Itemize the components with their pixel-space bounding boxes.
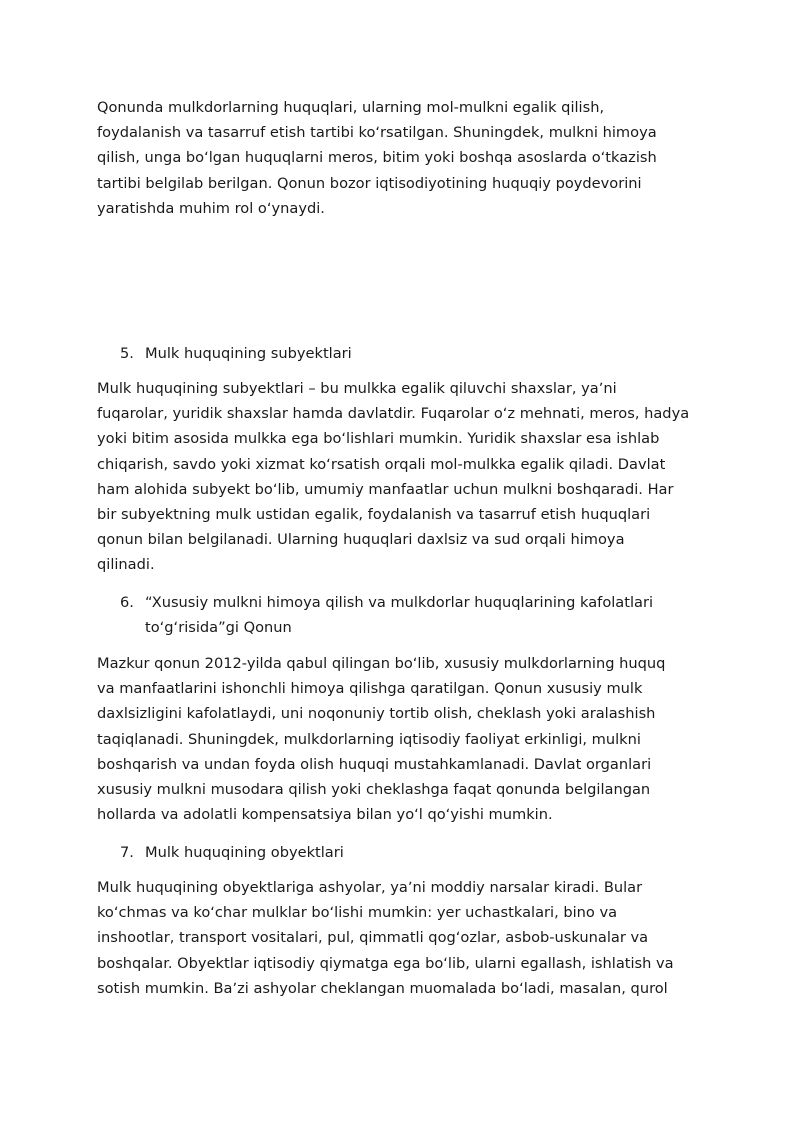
section-number: 5.	[120, 345, 134, 362]
section-title	[145, 590, 653, 640]
paragraph-line: qilinadi.	[97, 556, 155, 574]
section-title	[145, 840, 344, 865]
paragraph-line: bir subyektning mulk ustidan egalik, foydalanish va tasarruf etish huquqlari	[97, 506, 651, 524]
paragraph-line: Mulk huquqining subyektlari – bu mulkka egalik qiluvchi shaxslar, yaʼni	[97, 380, 617, 397]
paragraph-line: qilish, unga boʻlgan huquqlarni meros, bitim yoki boshqa asoslarda oʻtkazish	[97, 149, 657, 167]
section-5-paragraph	[97, 376, 717, 578]
paragraph-line: hollarda va adolatli kompensatsiya bilan yoʻl qoʻyishi mumkin.	[97, 806, 553, 824]
paragraph-line: tartibi belgilab berilgan. Qonun bozor iqtisodiyotining huquqiy poydevorini	[97, 174, 642, 192]
paragraph-line: Mulk huquqining obyektlariga ashyolar, yaʼni moddiy narsalar kiradi. Bular	[97, 879, 643, 896]
paragraph-line: boshqarish va undan foyda olish huquqi mustahkamlanadi. Davlat organlari	[97, 755, 652, 773]
section-title-line: Mulk huquqining obyektlari	[145, 844, 344, 861]
paragraph-line: chiqarish, savdo yoki xizmat koʻrsatish orqali mol-mulkka egalik qiladi. Davlat	[97, 455, 666, 473]
intro-paragraph	[97, 95, 717, 221]
section-6-paragraph	[97, 651, 717, 827]
paragraph-line: Qonunda mulkdorlarning huquqlari, ularning mol-mulkni egalik qilish,	[97, 99, 605, 116]
paragraph-line: koʻchmas va koʻchar mulklar boʻlishi mumkin: yer uchastkalari, bino va	[97, 904, 618, 922]
section-title-line: Mulk huquqining subyektlari	[145, 345, 352, 362]
paragraph-line: yoki bitim asosida mulkka ega boʻlishlari mumkin. Yuridik shaxslar esa ishlab	[97, 430, 660, 448]
section-6-heading	[120, 590, 720, 642]
section-5-heading	[120, 341, 720, 367]
section-title-line: toʻgʻrisida”gi Qonun	[145, 619, 292, 637]
section-7-paragraph	[97, 875, 717, 1001]
section-number: 6.	[120, 594, 134, 611]
paragraph-line: daxlsizligini kafolatlaydi, uni noqonuniy tortib olish, cheklash yoki aralashish	[97, 705, 656, 723]
paragraph-line: qonun bilan belgilanadi. Ularning huquqlari daxlsiz va sud orqali himoya	[97, 531, 625, 549]
paragraph-line: xususiy mulkni musodara qilish yoki cheklashga faqat qonunda belgilangan	[97, 781, 651, 799]
paragraph-line: taqiqlanadi. Shuningdek, mulkdorlarning iqtisodiy faoliyat erkinligi, mulkni	[97, 730, 641, 748]
paragraph-line: yaratishda muhim rol oʻynaydi.	[97, 199, 325, 217]
paragraph-line: foydalanish va tasarruf etish tartibi koʻrsatilgan. Shuningdek, mulkni himoya	[97, 124, 657, 142]
section-number: 7.	[120, 844, 134, 861]
paragraph-line: ham alohida subyekt boʻlib, umumiy manfaatlar uchun mulkni boshqaradi. Har	[97, 480, 674, 498]
section-title-line: “Xususiy mulkni himoya qilish va mulkdorlar huquqlarining kafolatlari	[145, 594, 654, 611]
paragraph-line: Mazkur qonun 2012-yilda qabul qilingan boʻlib, xususiy mulkdorlarning huquq	[97, 655, 666, 672]
paragraph-line: boshqalar. Obyektlar iqtisodiy qiymatga ega boʻlib, ularni egallash, ishlatish va	[97, 954, 674, 972]
paragraph-line: fuqarolar, yuridik shaxslar hamda davlatdir. Fuqarolar oʻz mehnati, meros, hadya	[97, 405, 690, 423]
section-title	[145, 341, 352, 366]
paragraph-line: inshootlar, transport vositalari, pul, qimmatli qogʻozlar, asbob-uskunalar va	[97, 929, 649, 947]
paragraph-line: va manfaatlarini ishonchli himoya qilishga qaratilgan. Qonun xususiy mulk	[97, 680, 643, 698]
paragraph-line: sotish mumkin. Baʼzi ashyolar cheklangan muomalada boʻladi, masalan, qurol	[97, 979, 668, 997]
section-7-heading	[120, 840, 720, 866]
